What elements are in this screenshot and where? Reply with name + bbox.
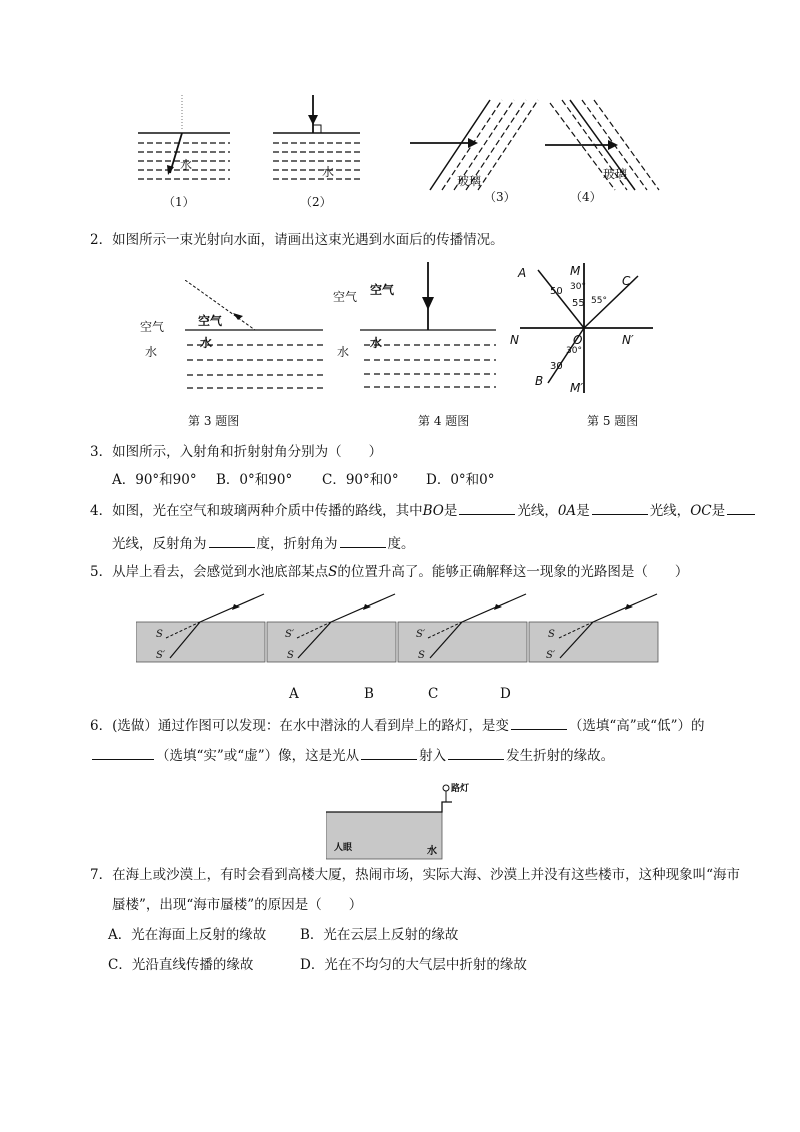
fig-5-diagram (508, 258, 656, 398)
q6-blank-4[interactable] (448, 745, 504, 760)
fig-4-water-label: 水 (337, 345, 350, 359)
q7-option-b[interactable]: B．光在云层上反射的缘故 (300, 927, 459, 943)
q4-text-3: 光线， (517, 503, 558, 519)
q5-text-1: 5．从岸上看去，会感觉到水池底部某点 (90, 564, 329, 580)
fig-3-water-label: 水 (145, 345, 158, 359)
question-5 (90, 562, 688, 582)
fig-5-label-O: O (573, 333, 583, 347)
top-fig-4 (545, 100, 659, 190)
q4-line2-text-1: 光线，反射角为 (112, 536, 207, 552)
top-fig-1-caption: （1） (163, 195, 195, 209)
q6-blank-1[interactable] (511, 715, 567, 730)
fig-3-air-label: 空气 (140, 320, 165, 334)
q3-option-a[interactable]: A．90°和90° (112, 472, 197, 488)
q4-text-1: 4．如图，光在空气和玻璃两种介质中传播的路线，其中 (90, 503, 423, 519)
q4-oc: OC (690, 503, 712, 519)
fig-5-angle-55: 55 (572, 298, 585, 309)
question-4-line-2 (112, 533, 415, 554)
fig-5-angle-50: 50 (550, 286, 563, 297)
q5-panel-c-label-1: S′ (416, 629, 426, 640)
q4-blank-5[interactable] (340, 533, 386, 548)
q6-blank-2[interactable] (92, 745, 154, 760)
question-4-line-1 (90, 500, 757, 521)
fig-3-caption: 第 3 题图 (188, 414, 240, 428)
q4-blank-2[interactable] (592, 500, 648, 515)
fig-5-angle-30: 30° (570, 282, 586, 292)
q4-text-2: 是 (443, 503, 458, 519)
fig-4-water-bold: 水 (370, 336, 383, 350)
question-2: 2．如图所示一束光射向水面，请画出这束光遇到水面后的传播情况。 (90, 232, 504, 248)
q4-blank-1[interactable] (459, 500, 515, 515)
question-7-line-1: 7．在海上或沙漠上，有时会看到高楼大厦，热闹市场，实际大海、沙漠上并没有这些楼市，这种现象叫“海市 (90, 867, 740, 883)
fig-4-air-bold: 空气 (370, 283, 395, 297)
fig-5-label-M: M (570, 264, 581, 278)
q6-text-3: （选填“实”或“虚”）像，这是光从 (156, 748, 360, 764)
question-6-line-2 (90, 745, 614, 766)
q4-blank-3[interactable] (727, 500, 755, 515)
q4-text-5: 光线， (649, 503, 691, 519)
q4-text-6: 是 (711, 503, 726, 519)
top-fig-4-label: 玻璃 (603, 167, 628, 181)
q3-option-b[interactable]: B．0°和90° (216, 472, 293, 488)
question-6-line-1 (90, 715, 704, 736)
q5-option-b[interactable]: B (364, 686, 374, 702)
q5-panel-d-label-1: S (548, 629, 555, 640)
fig-3-water-bold: 水 (200, 336, 213, 350)
q5-option-a[interactable]: A (289, 686, 299, 702)
q6-text-4: 射入 (419, 748, 447, 764)
question-3: 3．如图所示，入射角和折射射角分别为（ ） (90, 444, 383, 460)
q5-panel-b-label-2: S (287, 650, 294, 661)
q5-panels (136, 590, 660, 665)
q5-text-2: 的位置升高了。能够正确解释这一现象的光路图是（ ） (337, 564, 689, 580)
q7-option-c[interactable]: C．光沿直线传播的缘故 (108, 957, 254, 973)
q5-s: S (328, 564, 338, 580)
q5-option-c[interactable]: C (428, 686, 439, 702)
q4-line2-text-3: 度。 (387, 536, 415, 552)
q6-lamp-label: 路灯 (451, 784, 470, 794)
top-fig-3-label: 玻璃 (457, 174, 482, 188)
fig-5-label-A: A (518, 266, 527, 280)
fig-5-label-Nprime: N′ (622, 333, 634, 347)
q4-text-4: 是 (576, 503, 590, 519)
q4-line2-text-2: 度，折射角为 (256, 536, 338, 552)
q7-option-d[interactable]: D．光在不均匀的大气层中折射的缘故 (300, 957, 527, 973)
q5-panel-d-label-2: S′ (546, 650, 556, 661)
fig-4-caption: 第 4 题图 (418, 414, 470, 428)
q5-panel-a-label-1: S (156, 629, 163, 640)
fig-3-air-bold: 空气 (198, 314, 223, 328)
q3-option-c[interactable]: C．90°和0° (322, 472, 399, 488)
q5-panel-b-label-1: S′ (285, 629, 295, 640)
q6-text-2: （选填“高”或“低”）的 (568, 718, 705, 734)
q4-oa: 0A (557, 503, 577, 519)
top-fig-3-caption: （3） (484, 190, 516, 204)
fig-4-air-label: 空气 (333, 290, 358, 304)
fig-5-label-N: N (510, 333, 519, 347)
q6-eye-label: 人眼 (334, 843, 353, 853)
top-fig-2-label: 水 (322, 165, 335, 179)
q4-bo: BO (422, 503, 444, 519)
q5-panel-c-label-2: S (418, 650, 425, 661)
fig-5-angle-30c: 30° (566, 346, 582, 356)
q6-blank-3[interactable] (361, 745, 417, 760)
q5-panel-a-label-2: S′ (156, 650, 166, 661)
top-fig-2 (273, 95, 360, 179)
fig-5-label-B: B (535, 374, 544, 388)
q4-blank-4[interactable] (209, 533, 255, 548)
top-fig-1-label: 水 (180, 158, 193, 172)
q6-text-1: 6．(选做）通过作图可以发现：在水中潜泳的人看到岸上的路灯，是变 (90, 718, 509, 734)
top-fig-4-caption: （4） (570, 190, 602, 204)
q6-text-5: 发生折射的缘故。 (506, 748, 615, 764)
fig-5-angle-30b: 30 (550, 361, 563, 372)
q5-option-d[interactable]: D (500, 686, 511, 702)
q3-option-d[interactable]: D．0°和0° (426, 472, 495, 488)
q7-option-a[interactable]: A．光在海面上反射的缘故 (108, 927, 267, 943)
fig-5-label-C: C (622, 274, 631, 288)
question-7-line-2: 蜃楼”，出现“海市蜃楼”的原因是（ ） (112, 897, 363, 913)
fig-5-angle-55b: 55° (591, 296, 607, 306)
fig-5-caption: 第 5 题图 (587, 414, 639, 428)
fig-5-label-Mprime: M′ (570, 381, 584, 395)
q6-water-label: 水 (427, 846, 437, 857)
top-fig-2-caption: （2） (300, 195, 332, 209)
